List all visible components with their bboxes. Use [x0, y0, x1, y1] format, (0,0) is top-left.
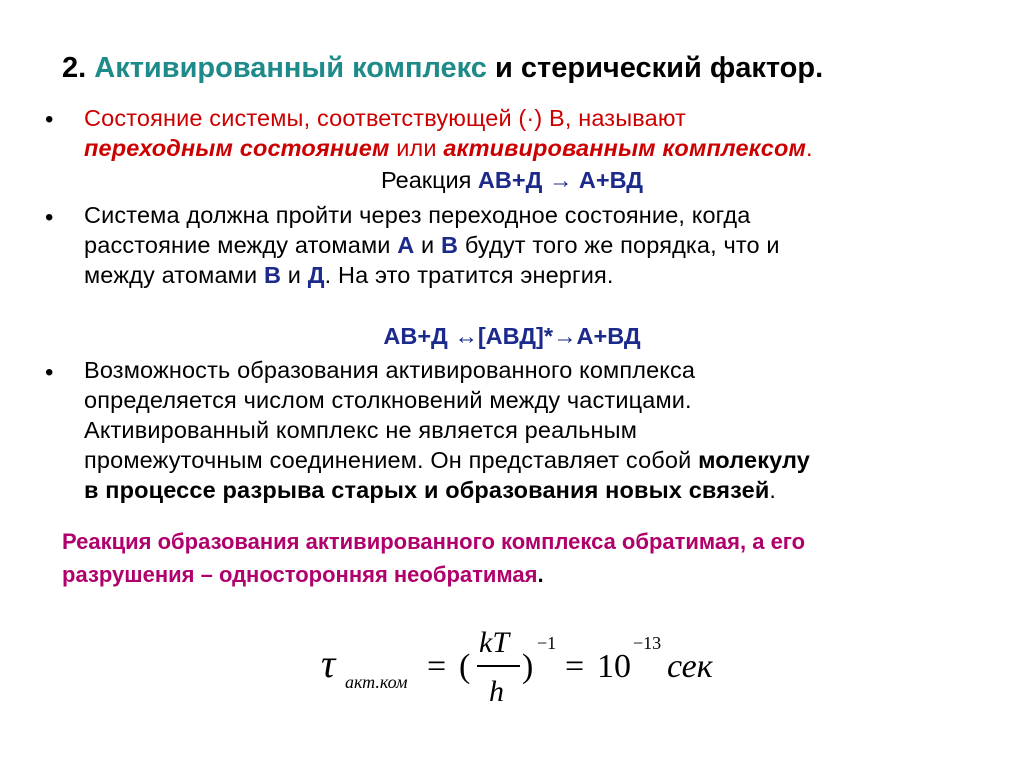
exponent-1: −1	[537, 633, 557, 653]
text-span: будут того же порядка, что и	[464, 232, 780, 258]
atom-b: В	[263, 262, 282, 288]
fraction-denominator: h	[489, 675, 504, 708]
note-line-1: Реакция образования активированного комплекса обратимая, а его	[62, 529, 806, 554]
bullet-dot: •	[45, 359, 54, 386]
equals-sign: =	[427, 648, 447, 685]
exponent-2: −13	[633, 633, 662, 653]
bullet-2-line-2	[84, 230, 780, 260]
end-dot: .	[805, 135, 813, 161]
reaction-2: АВ+Д ↔[АВД]*→А+ВД	[383, 323, 641, 349]
bullet-dot: •	[45, 106, 54, 133]
text-span: расстояние между атомами	[84, 232, 391, 258]
fraction-numerator: kT	[479, 626, 509, 659]
text-span: разрушения – односторонняя необратимая	[62, 562, 538, 587]
bullet-3-line-3: Активированный комплекс не является реальным	[84, 417, 638, 443]
right-paren: )	[522, 648, 534, 685]
tau-symbol: τ	[321, 641, 336, 686]
atom-d: Д	[307, 262, 325, 288]
bold-phrase: в процессе разрыва старых и образования новых связей	[84, 477, 770, 503]
bullet-1-line-1: Состояние системы, соответствующей (·) В, называют	[84, 105, 686, 131]
bullet-2-text	[84, 200, 780, 290]
lifetime-formula	[315, 615, 735, 715]
tau-subscript: акт.ком	[345, 672, 408, 692]
unit-text: сек	[667, 648, 713, 685]
text-span: между атомами	[84, 262, 258, 288]
bullet-3-line-2: определяется числом столкновений между частицами.	[84, 387, 692, 413]
bullet-3-line-4	[84, 445, 810, 475]
bullet-dot: •	[45, 204, 54, 231]
power-base: 10	[597, 648, 631, 685]
bullet-3-text	[84, 355, 810, 505]
note-text	[62, 525, 805, 591]
reaction-1-prefix: Реакция	[381, 167, 472, 193]
text-span: . На это тратится энергия.	[324, 262, 614, 288]
text-span: и	[287, 262, 302, 288]
title-highlight: Активированный комплекс	[94, 52, 487, 84]
bullet-1-line-2	[84, 133, 813, 163]
atom-b: В	[441, 232, 459, 258]
bullet-2-line-3	[84, 260, 780, 290]
bullet-2-line-1: Система должна пройти через переходное состояние, когда	[84, 202, 751, 228]
bullet-1-text	[84, 103, 813, 163]
left-paren: (	[459, 648, 471, 685]
end-dot: .	[769, 477, 777, 503]
term-activated-complex: активированным комплексом	[443, 135, 806, 161]
equals-sign: =	[565, 648, 585, 685]
slide-title	[62, 52, 823, 85]
bullet-3-line-5	[84, 475, 810, 505]
reaction-1-formula: АВ+Д → А+ВД	[477, 167, 643, 193]
conj-text: или	[396, 135, 437, 161]
bold-molecule: молекулу	[698, 447, 811, 473]
reaction-1	[0, 167, 1024, 194]
bullet-3-line-1: Возможность образования активированного комплекса	[84, 357, 696, 383]
term-transition-state: переходным состоянием	[84, 135, 390, 161]
atom-a: А	[397, 232, 415, 258]
note-line-2	[62, 558, 805, 591]
title-number: 2.	[62, 52, 87, 84]
end-dot: .	[537, 562, 544, 587]
text-span: и	[421, 232, 435, 258]
title-rest: и стерический фактор.	[495, 52, 824, 84]
text-span: промежуточным соединением. Он представляет собой	[84, 447, 692, 473]
